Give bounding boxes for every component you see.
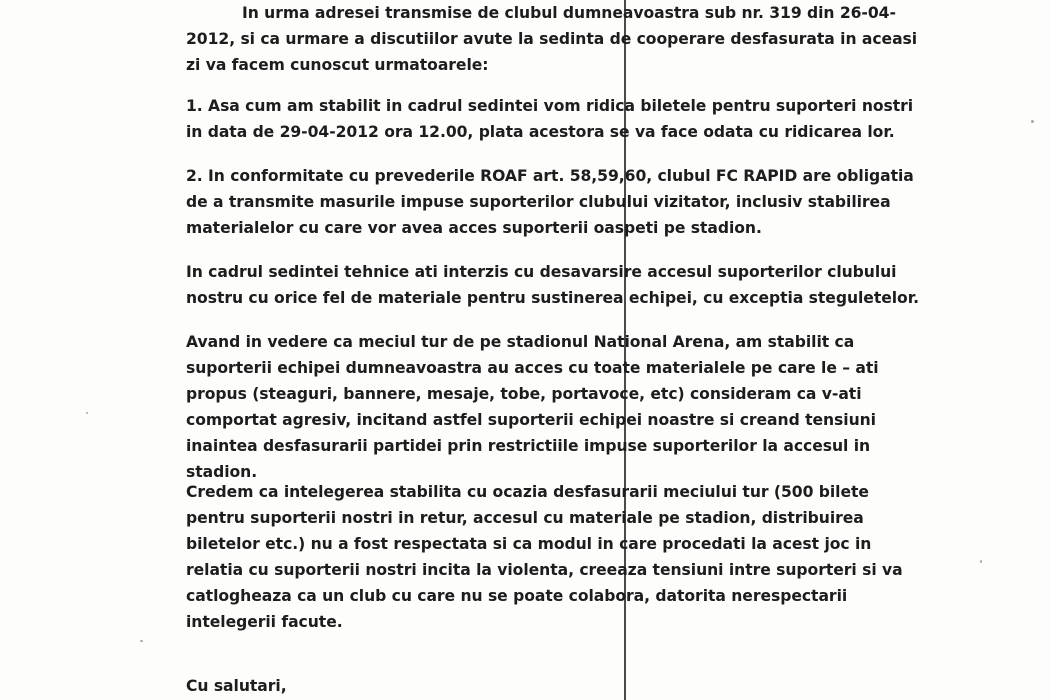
scan-speck (86, 412, 88, 414)
paragraph-agreement-breach: Credem ca intelegerea stabilita cu ocazia desfasurarii meciului tur (500 bilete pentru suporterii nostri in retur, accesul cu materiale pe stadion, distribuirea biletelor etc.) nu a fost respectata si ca modul in care procedati la acest joc in relatia cu suporterii nostri incita la violenta, creeaza tensiuni intre suporteri si va catlogheaza ca un club cu care nu se poate colabora, datorita nerespectarii intelegerii facute. (186, 483, 903, 631)
scan-speck (1031, 120, 1034, 123)
paragraph-technical-meeting: In cadrul sedintei tehnice ati interzis cu desavarsire accesul suporterilor clubului nostru cu orice fel de materiale pentru sustinerea echipei, cu exceptia steguletelor. (186, 263, 919, 307)
paragraph-point-1: 1. Asa cum am stabilit in cadrul sedintei vom ridica biletele pentru suporteri nostri in data de 29-04-2012 ora 12.00, plata acestora se va face odata cu ridicarea lor. (186, 97, 914, 141)
paragraph-intro: In urma adresei transmise de clubul dumneavoastra sub nr. 319 din 26-04-2012, si ca urmare a discutiilor avute la sedinta de cooperare desfasurata in aceasi zi va facem cunoscut urmatoarele: (186, 4, 918, 74)
scan-speck (140, 640, 143, 642)
scan-speck (980, 560, 982, 563)
paragraph-national-arena: Avand in vedere ca meciul tur de pe stadionul National Arena, am stabilit ca suporterii echipei dumneavoastra au acces cu toate materialele pe care le – ati propus (steaguri, bannere, mesaje, tobe, portavoce, etc) consideram ca v-ati comportat agresiv, incitand astfel suporterii echipei noastre si creand tensiuni inaintea desfasurarii partidei prin restrictiile impuse suporterilor la accesul in stadion. (186, 333, 879, 481)
paragraph-point-2: 2. In conformitate cu prevederile ROAF art. 58,59,60, clubul FC RAPID are obligatia de a transmite masurile impuse suporterilor clubului vizitator, inclusiv stabilirea materialelor cu care vor avea acces suporterii oaspeti pe stadion. (186, 167, 914, 237)
closing-salutation: Cu salutari, (186, 677, 287, 695)
